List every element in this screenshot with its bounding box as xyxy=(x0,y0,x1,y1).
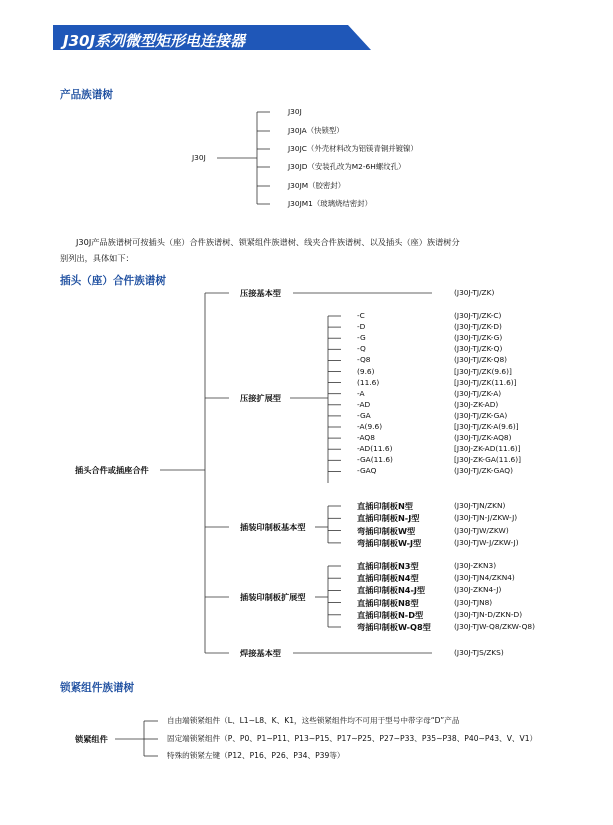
variant-name: 直插印制板N-J型 xyxy=(357,513,420,524)
variant-name: -Q8 xyxy=(357,355,371,365)
variant-name: -GA(11.6) xyxy=(357,455,393,465)
variant-code: (J30J-TJ/ZK-C) xyxy=(454,311,502,320)
variant-name: -GAQ xyxy=(357,466,377,476)
variant-code: (J30J-TJ/ZK-AQ8) xyxy=(454,433,512,443)
variant-code: (J30J-TJ/ZK-Q) xyxy=(454,344,503,354)
family-item: J30JM（胶密封） xyxy=(288,181,346,190)
crimp-ext-label: 压接扩展型 xyxy=(240,393,281,403)
variant-name: -GA xyxy=(357,410,371,420)
variant-code: [J30J-TJ/ZK(9.6)] xyxy=(454,366,512,376)
family-item: J30JM1（玻璃烧结密封） xyxy=(288,199,372,208)
variant-code: [J30J-TJ/ZK-A(9.6)] xyxy=(454,422,519,431)
lock-item: 特殊的锁紧左键（P12、P16、P26、P34、P39等） xyxy=(167,751,345,760)
variant-name: 直插印制板N4型 xyxy=(357,573,419,584)
variant-name: -A(9.6) xyxy=(357,422,383,431)
variant-name: -A xyxy=(357,388,365,398)
variant-name: 弯插印制板W-J型 xyxy=(357,537,422,548)
variant-name: -Q xyxy=(357,344,366,354)
variant-name: -AD(11.6) xyxy=(357,444,393,454)
family-root: J30J xyxy=(192,153,206,162)
variant-code: [J30J-TJ/ZK(11.6)] xyxy=(454,377,517,387)
variant-code: [J30J-ZK-AD(11.6)] xyxy=(454,444,521,454)
crimp-basic-code: (J30J-TJ/ZK) xyxy=(454,288,495,297)
variant-name: -AQ8 xyxy=(357,433,375,443)
intro-line-1: J30J产品族谱树可按插头（座）合件族谱树、锁紧组件族谱树、线夹合件族谱树、以及插头（座）族谱树分 xyxy=(76,237,460,247)
plug-root: 插头合件或插座合件 xyxy=(75,465,149,475)
variant-name: 直插印制板N8型 xyxy=(357,597,419,608)
variant-name: 直插印制板N-D型 xyxy=(357,609,424,620)
variant-code: (J30J-TJN4/ZKN4) xyxy=(454,573,515,583)
family-item: J30JD（安装孔改为M2-6H螺纹孔） xyxy=(288,162,406,171)
lock-root: 锁紧组件 xyxy=(75,734,108,744)
variant-name: 直插印制板N型 xyxy=(357,501,413,511)
family-heading: 产品族谱树 xyxy=(60,89,113,101)
variant-code: (J30J-TJN-D/ZKN-D) xyxy=(454,609,523,619)
weld-basic-label: 焊接基本型 xyxy=(240,648,281,658)
variant-code: (J30J-TJN8) xyxy=(454,597,493,607)
variant-code: (J30J-TJ/ZK-G) xyxy=(454,333,503,343)
variant-code: (J30J-ZK-AD) xyxy=(454,399,499,409)
variant-code: (J30J-TJ/ZK-D) xyxy=(454,322,502,332)
pcb-basic-label: 插装印制板基本型 xyxy=(240,522,306,532)
variant-code: (J30J-TJW/ZKW) xyxy=(454,525,509,535)
variant-name: -D xyxy=(357,322,366,332)
variant-code: (J30J-TJ/ZK-A) xyxy=(454,388,502,398)
family-item: J30J xyxy=(288,107,302,116)
pcb-ext-label: 插装印制板扩展型 xyxy=(240,592,306,602)
variant-name: -AD xyxy=(357,399,371,409)
variant-code: (J30J-TJN-J/ZKW-J) xyxy=(454,513,518,523)
variant-name: 弯插印制板W-Q8型 xyxy=(357,622,431,632)
lock-item: 固定端锁紧组件（P、P0、P1~P11、P13~P15、P17~P25、P27~P33、P35~P38、P40~P43、V、V1） xyxy=(167,734,538,743)
lock-item: 自由端锁紧组件（L、L1~L8、K、K1，这些锁紧组件均不可用于型号中带字母“D”产品 xyxy=(167,716,460,725)
variant-code: (J30J-TJ/ZK-Q8) xyxy=(454,355,508,365)
variant-name: (11.6) xyxy=(357,377,380,387)
variant-name: (9.6) xyxy=(357,366,375,376)
plug-heading: 插头（座）合件族谱树 xyxy=(60,275,166,287)
variant-code: (J30J-TJ/ZK-GAQ) xyxy=(454,466,513,476)
lock-heading: 锁紧组件族谱树 xyxy=(60,682,135,694)
variant-name: 弯插印制板W型 xyxy=(357,525,416,536)
variant-code: (J30J-TJN/ZKN) xyxy=(454,501,506,510)
page-title: J30J系列微型矩形电连接器 xyxy=(63,32,246,50)
variant-name: -G xyxy=(357,333,366,343)
family-item: J30JC（外壳材料改为铝镁青铜并镀镍） xyxy=(288,144,418,153)
variant-code: (J30J-TJ/ZK-GA) xyxy=(454,410,508,420)
variant-name: -C xyxy=(357,311,365,320)
variant-code: (J30J-TJW-Q8/ZKW-Q8) xyxy=(454,622,536,631)
family-item: J30JA（快锁型） xyxy=(288,126,344,135)
variant-code: [J30J-ZK-GA(11.6)] xyxy=(454,455,522,465)
variant-code: (J30J-ZKN3) xyxy=(454,561,497,570)
variant-code: (J30J-TJW-J/ZKW-J) xyxy=(454,537,519,547)
intro-line-2: 别列出，具体如下： xyxy=(60,253,134,263)
variant-name: 直插印制板N3型 xyxy=(357,561,419,571)
crimp-basic-label: 压接基本型 xyxy=(240,288,281,298)
variant-name: 直插印制板N4-J型 xyxy=(357,585,426,596)
variant-code: (J30J-ZKN4-J) xyxy=(454,585,502,595)
weld-basic-code: (J30J-TJS/ZKS) xyxy=(454,648,504,657)
